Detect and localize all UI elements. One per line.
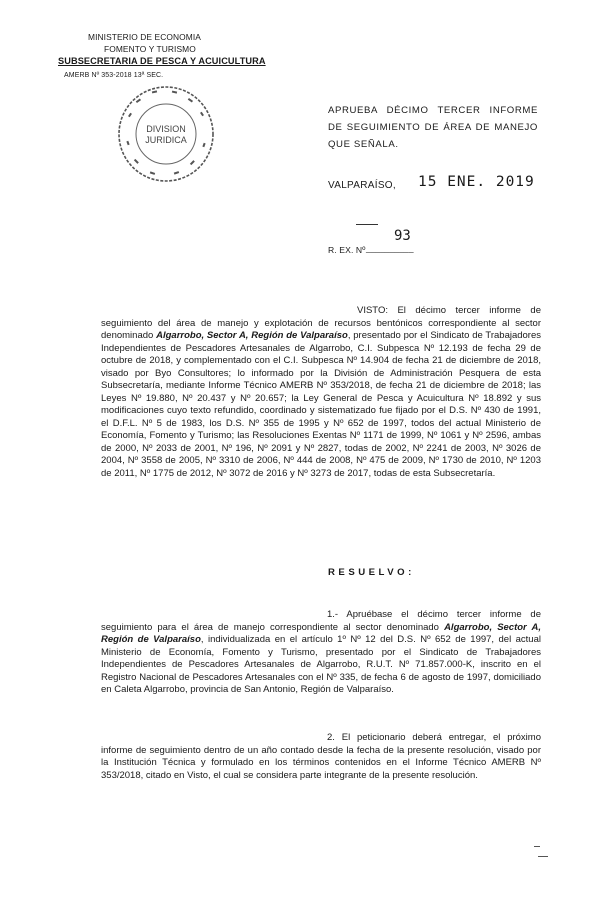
rex-label: R. EX. Nº	[328, 245, 366, 255]
visto-sector-name: Algarrobo, Sector A, Región de Valparaíso	[156, 330, 348, 341]
place-label: VALPARAÍSO,	[328, 180, 396, 191]
item-2-body: informe de seguimiento dentro de un año contado desde la fecha de la presente resolución, visado por la Institución Técnica y formulado en los términos contenidos en el Informe Técnico AMERB Nº 353/2018, citado en Visto, el cual se considera parte integrante de la presente resolución.	[101, 744, 541, 781]
item-1-number: 1.-	[327, 609, 339, 620]
visto-body: , presentado por el Sindicato de Trabajadores Independientes de Pescadores Artesanales de Algarrobo, C.I. Subpesca Nº 12.193 de fecha 29 de octubre de 2018, y complementado con el C.I. Subpesca Nº 14.904 de fecha 21 de diciembre de 2018, visado por Byo Consultores; lo informado por la División de Administración Pesquera de esta Subsecretaría, mediante Informe Técnico AMERB Nº 353/2018, de fecha 21 de diciembre de 2018; las Leyes Nº 19.880, Nº 20.437 y Nº 20.657; la Ley General de Pesca y Acuicultura Nº 18.892 y sus modificaciones cuyo texto refundido, coordinado y sistematizado fue fijado por el D.S. Nº 430 de 1991, el D.F.L. Nº 5 de 1983, los D.S. Nº 355 de 1995 y Nº 652 de 1997, todos del actual Ministerio de Economía, Fomento y Turismo; las Resoluciones Exentas Nº 1171 de 1999, Nº 1061 y Nº 2596, ambas de 2000, Nº 2033 de 2001, Nº 196, Nº 2091 y Nº 2827, todas de 2002, Nº 2241 de 2003, Nº 3026 de 2004, Nº 3558 de 2005, Nº 3310 de 2006, Nº 444 de 2008, Nº 475 de 2009, Nº 1730 de 2010, Nº 1203 de 2011, Nº 1775 de 2012, Nº 3072 de 2016 y Nº 3273 de 2017, todas de esta Subsecretaría.	[101, 330, 542, 479]
division-juridica-stamp	[116, 84, 216, 184]
subsecretaria-title: SUBSECRETARIA DE PESCA Y ACUICULTURA	[58, 56, 266, 66]
visto-intro: VISTO: El décimo tercer informe de seguimiento del área de manejo y explotación de recursos bentónicos correspondiente al sector denominado	[101, 305, 541, 341]
resuelvo-title: RESUELVO:	[328, 567, 415, 578]
visto-paragraph	[101, 305, 541, 480]
date-stamp: 15 ENE. 2019	[418, 174, 535, 190]
corner-mark	[538, 856, 548, 857]
item-1-lead: Apruébase el décimo tercer informe de seguimiento para el área de manejo correspondiente al sector denominado	[101, 609, 541, 633]
item-2-number: 2.	[327, 732, 335, 743]
item-1-sector-name: Algarrobo, Sector A, Región de Valparaíso	[101, 621, 542, 645]
rex-top-dash	[356, 224, 378, 225]
ministry-line2: FOMENTO Y TURISMO	[104, 44, 196, 54]
corner-mark	[534, 846, 540, 847]
item-2-lead: El peticionario deberá entregar, el próximo	[341, 732, 541, 743]
reference-number: AMERB Nº 353-2018 13ª SEC.	[64, 72, 164, 79]
resolution-subject: APRUEBA DÉCIMO TERCER INFORME DE SEGUIMIENTO DE ÁREA DE MANEJO QUE SEÑALA.	[328, 105, 538, 150]
stamp-line2: JURIDICA	[145, 135, 187, 145]
rex-blank-line: __________	[366, 243, 414, 253]
rex-number: 93	[394, 228, 411, 244]
stamp-line1: DIVISION	[146, 124, 186, 134]
resolution-item-2	[101, 732, 541, 782]
ministry-line1: MINISTERIO DE ECONOMIA	[88, 32, 201, 42]
item-1-body: , individualizada en el artículo 1º Nº 12 del D.S. Nº 652 de 1997, del actual Ministerio de Economía, Fomento y Turismo, presentado por el Sindicato de Trabajadores Independientes de Pescadores Artesanales de Algarrobo, R.U.T. Nº 71.857.000-K, inscrito en el Registro Nacional de Pescadores Artesanales con el Nº 335, de fecha 6 de agosto de 1997, domiciliado en Caleta Algarrobo, provincia de San Antonio, Región de Valparaíso.	[101, 634, 541, 695]
resolution-item-1	[101, 609, 541, 697]
